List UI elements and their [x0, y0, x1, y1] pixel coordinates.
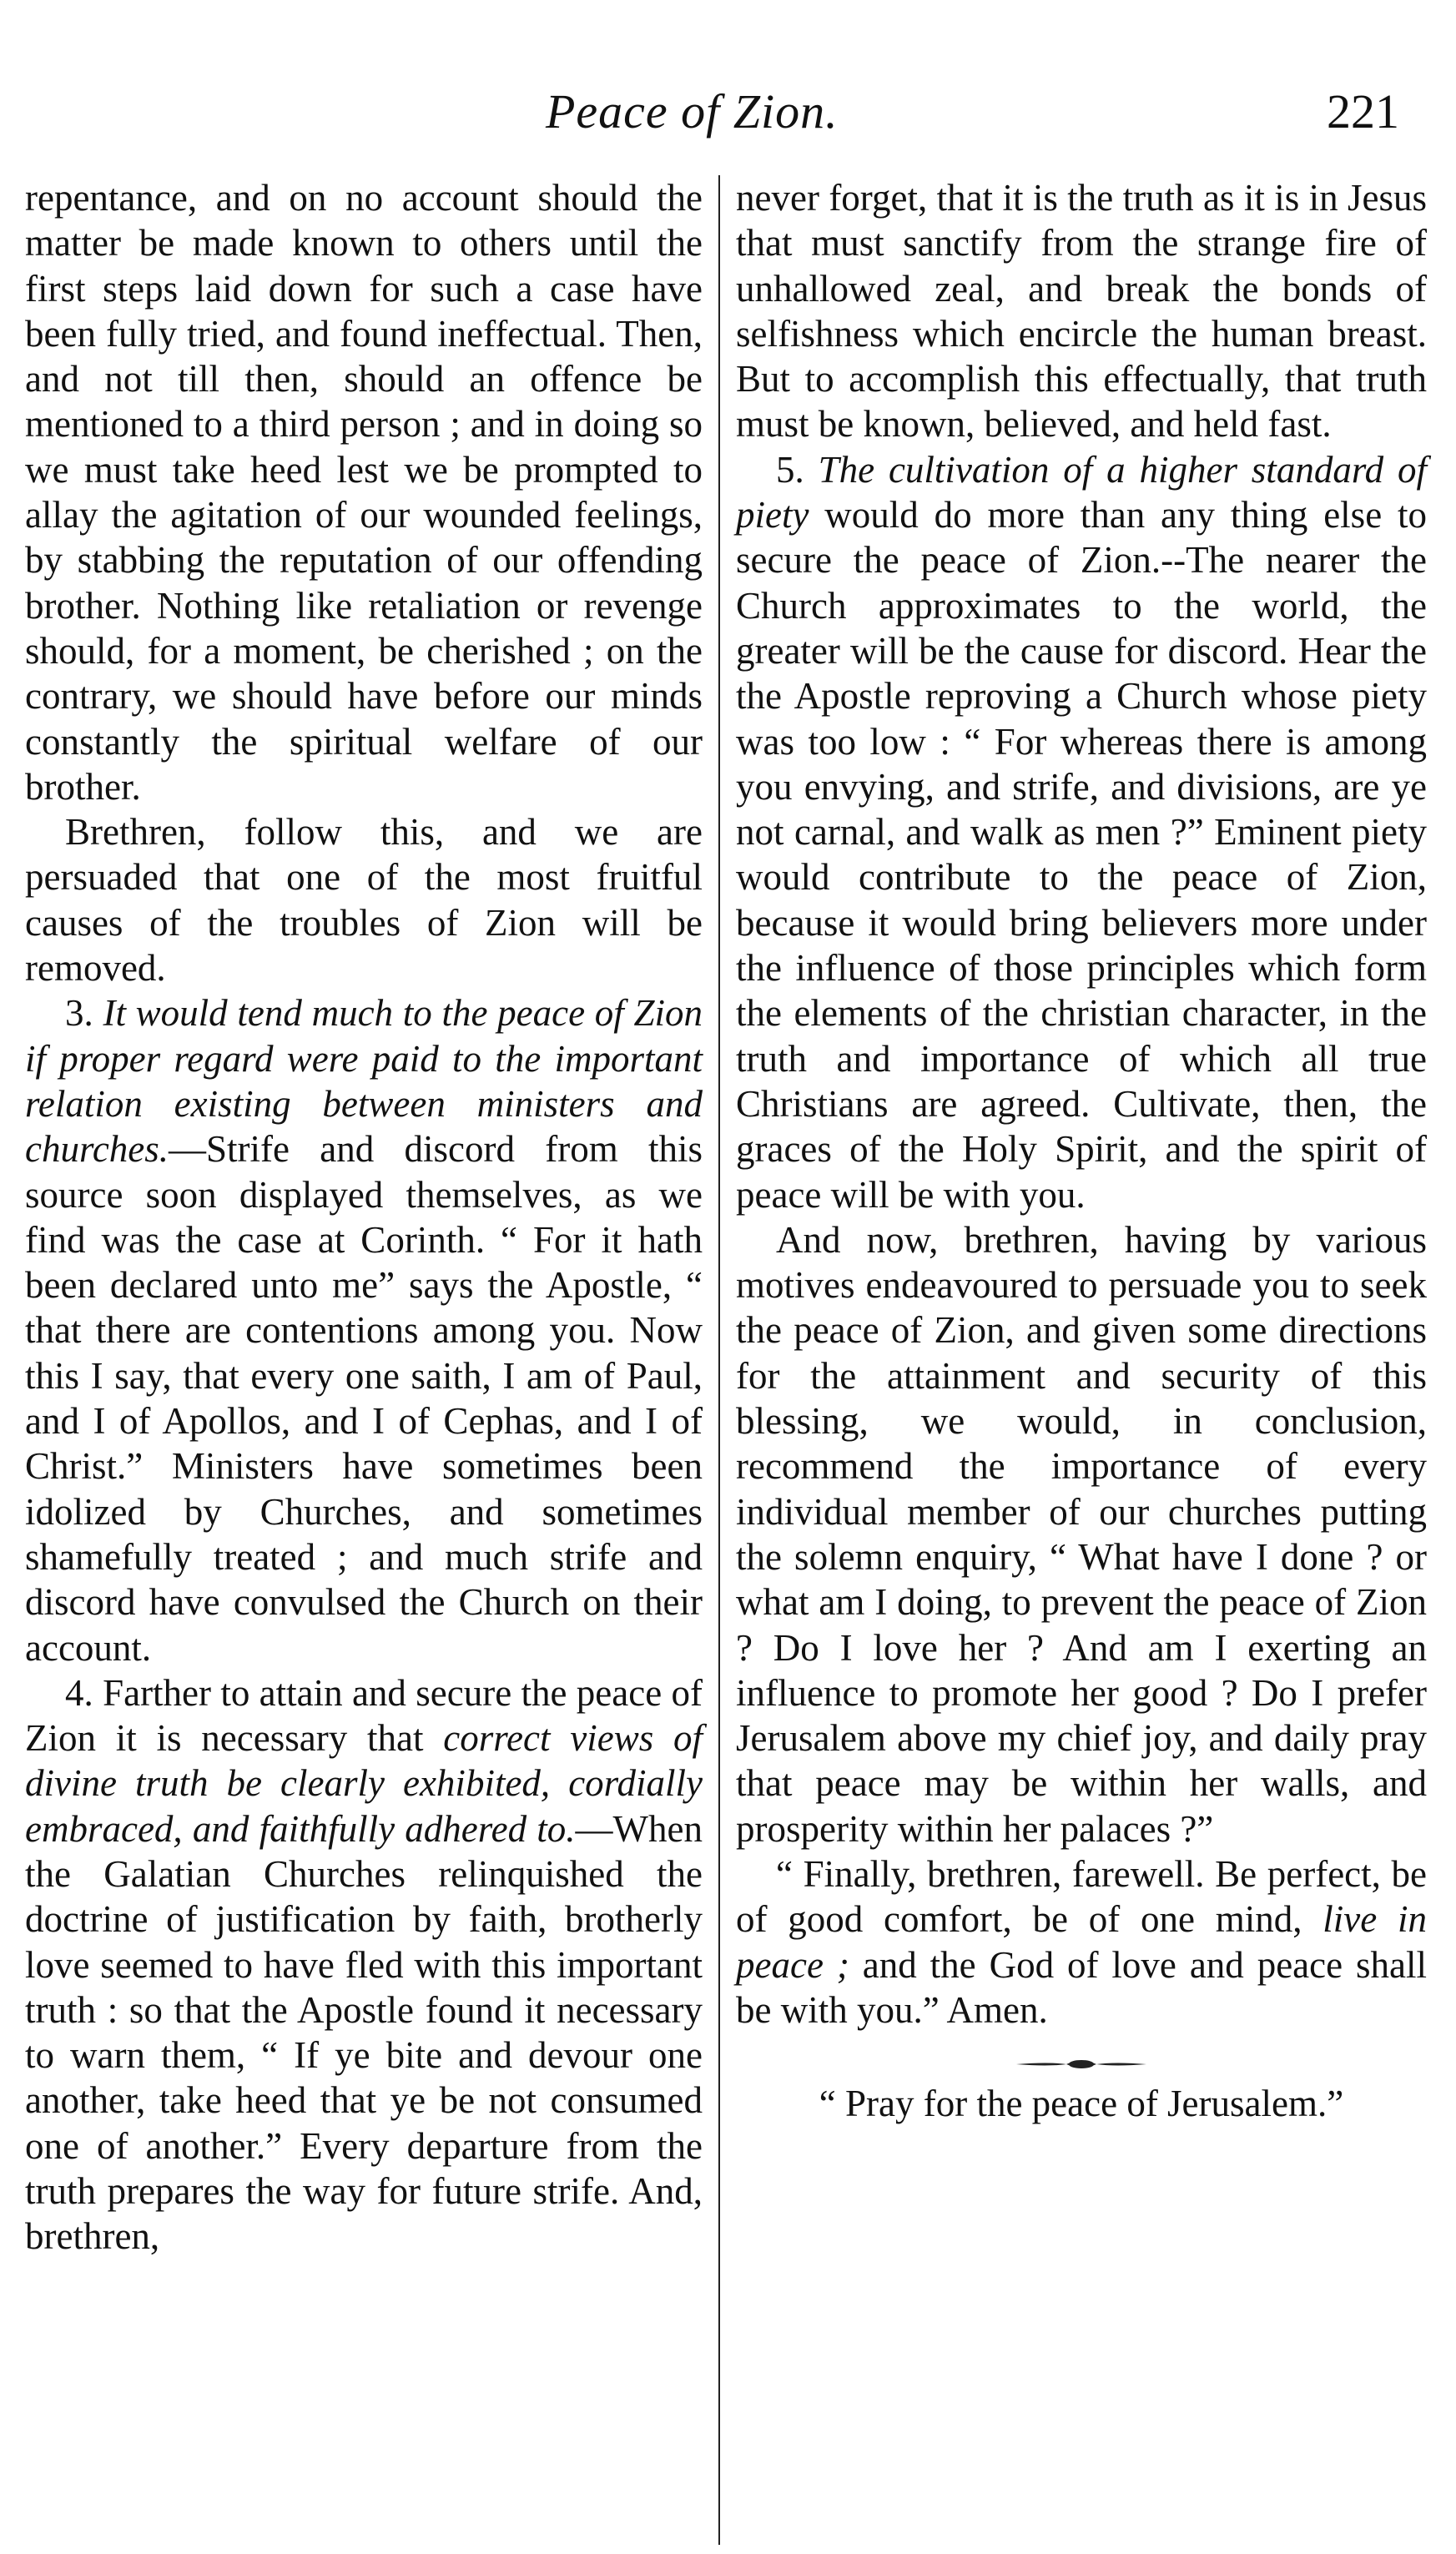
left-paragraph-4 [25, 1670, 703, 2259]
column-rule [718, 175, 720, 2545]
left-paragraph-2: Brethren, follow this, and we are persuaded that one of the most fruitful causes of the troubles of Zion will be removed. [25, 811, 703, 990]
section-4-heading: correct views of divine truth be clearly exhibited, cordially embraced, and faithfully adhered to. [25, 1717, 703, 1850]
left-paragraph-1: repentance, and on no account should the matter be made known to others until the first steps laid down for such a case have been fully tried, and found ineffectual. Then, and not till then, should an offence be mentioned to a third person ; and in doing so we must take heed lest we be prompted to allay the agitation of our wounded feelings, by stabbing the reputation of our offending brother. Nothing like retaliation or revenge should, for a moment, be cherished ; on the contrary, we should have before our minds constantly the spiritual welfare of our brother. [25, 177, 703, 808]
right-column [736, 175, 1427, 2126]
running-title: Peace of Zion. [546, 84, 839, 139]
left-column [25, 175, 703, 2259]
right-paragraph-1: never forget, that it is the truth as it is in Jesus that must sanctify from the strange fire of unhallowed zeal, and break the bonds of selfishness which encircle the human breast. But to accomplish this effectually, that truth must be known, believed, and held fast. [736, 177, 1427, 446]
section-5-body: would do more than any thing else to secure the peace of Zion.--The nearer the Church approximates to the world, the greater will be the cause for discord. Hear the the Apostle reproving a Church whose piety was too low : “ For whereas there is among you envying, and strife, and divisions, are ye not carnal, and walk as men ?” Eminent piety would contribute to the peace of Zion, because it would bring believers more under the influence of those principles which form the elements of the christian character, in the truth and importance of which all true Christians are agreed. Cultivate, then, the graces of the Holy Spirit, and the spirit of peace will be with you. [736, 494, 1427, 1216]
benediction-tail: and the God of love and peace shall be with you.” Amen. [736, 1943, 1428, 2031]
right-paragraph-2 [736, 447, 1427, 1217]
ornament-divider [1015, 2054, 1148, 2074]
section-4-body: —When the Galatian Churches relinquished the doctrine of justification by faith, brotherly love seemed to have fled with this important truth : so that the Apostle found it necessary to warn them, “ If ye bite and devour one another, take heed that ye be not consumed one of another.” Every departure from the truth prepares the way for future strife. And, brethren, [25, 1807, 703, 2258]
right-paragraph-4 [736, 1851, 1427, 2033]
section-3-body: —Strife and discord from this source soon displayed themselves, as we find was the case at Corinth. “ For it hath been declared unto me” says the Apostle, “ that there are contentions among you. Now this I say, that every one saith, I am of Paul, and I of Apollos, and I of Cephas, and I of Christ.” Ministers have sometimes been idolized by Churches, and sometimes shamefully treated ; and much strife and discord have convulsed the Church on their account. [25, 1128, 703, 1669]
section-number-3: 3. [65, 992, 93, 1035]
section-5-heading: The cultivation of a higher standard of piety [736, 448, 1428, 536]
section-4-lead: 4. Farther to attain and secure the peace of Zion it is necessary that [25, 1671, 703, 1760]
page-number: 221 [1327, 84, 1399, 139]
section-3-heading: It would tend much to the peace of Zion if proper regard were paid to the important relation existing between ministers and churches. [25, 992, 703, 1171]
closing-line: “ Pray for the peace of Jerusalem.” [819, 2083, 1344, 2125]
left-paragraph-3 [25, 990, 703, 1670]
benediction-italic: live in peace ; [736, 1898, 1428, 1986]
section-number-5: 5. [776, 448, 804, 491]
right-paragraph-3: And now, brethren, having by various motives endeavoured to persuade you to seek the peace of Zion, and given some directions for the attainment and security of this blessing, we would, in conclusion, recommend the importance of every individual member of our churches putting the solemn enquiry, “ What have I done ? or what am I doing, to prevent the peace of Zion ? Do I love her ? And am I exerting an influence to promote her good ? Do I prefer Jerusalem above my chief joy, and daily pray that peace may be within her walls, and prosperity within her palaces ?” [736, 1218, 1427, 1850]
benediction-lead: “ Finally, brethren, farewell. Be perfect, be of good comfort, be of one mind, [736, 1852, 1427, 1941]
running-header [0, 78, 1456, 145]
